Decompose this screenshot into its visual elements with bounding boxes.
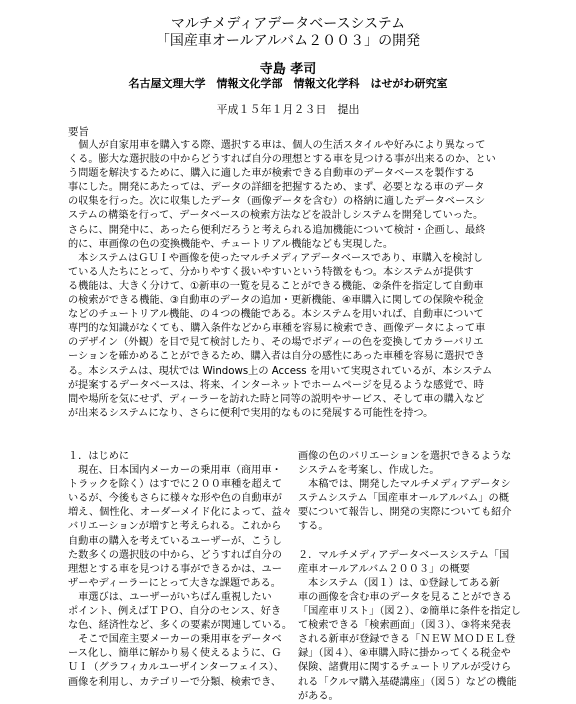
body-text-line — [298, 535, 516, 549]
body-text-line: 現在、日本国内メーカーの乗用車（商用車・ — [68, 465, 282, 477]
author-name: 寺島 孝司 — [259, 62, 317, 77]
body-text-line: 車選びは、ユーザーがいちばん重視したい — [68, 591, 272, 603]
body-text-line: 要について報告し、開発の実際についても紹介 — [298, 507, 512, 519]
body-text-line: ２．マルチメディアデータベースシステム「国 — [298, 549, 510, 561]
body-text-line: いるが、今後もさらに様々な形や色の自動車が — [68, 493, 282, 505]
body-text-line: そこで国産主要メーカーの乗用車をデータベ — [68, 634, 282, 646]
right-column — [298, 450, 521, 704]
abstract-line: が提案するデータベースは、将来、インターネットでホームページを見るような感覚で、時 — [68, 379, 484, 391]
body-text-line: ース化し、簡単に解かり易く使えるように、Ｇ — [68, 648, 282, 660]
body-text-line: される新車が登録できる「ＮＥＷ ＭＯＤＥＬ登 — [298, 634, 516, 646]
abstract-heading: 要旨 — [68, 126, 89, 138]
abstract-line: ステムの構築を行って、データベースの検索方法などを設計しシステムを開発していった。 — [68, 210, 484, 222]
body-text-line: 画像を利用し、カテゴリーで分類、検索でき、 — [68, 676, 282, 688]
body-text-line: 本稿では、開発したマルチメディアデータシ — [298, 479, 511, 491]
body-text-line: な色、経済性など、多くの要素が関連している。 — [68, 620, 293, 632]
body-text-line: て検索できる「検索画面」（図３）、③将来発表 — [298, 620, 511, 632]
abstract-body — [68, 139, 524, 421]
body-text-line: トラックを除く）はすでに２００車種を超えて — [68, 479, 283, 491]
submission-date: 平成１５年１月２３日 提出 — [216, 103, 360, 116]
body-text-line: 車の画像を含む車のデータを見ることができる — [298, 591, 512, 603]
abstract-line: の検索ができる機能、③自動車のデータの追加・更新機能、④車購入に関しての保険や税金 — [68, 295, 484, 307]
abstract-line: 個人が自家用車を購入する際、選択する車は、個人の生活スタイルや好みにより異なって — [68, 140, 486, 151]
abstract-line: 専門的な知識がなくても、購入条件などから車種を容易に検索でき、画像データによって車 — [68, 323, 486, 335]
body-text-line: 画像の色のバリエーションを選択できるような — [298, 451, 512, 462]
abstract-line: る。本システムは、現状では Windows上の Access を用いて実現されているが、本システム — [68, 365, 493, 377]
abstract-line: る機能は、大きく分けて、①新車の一覧を見ることができる機能、②条件を指定して自動車 — [68, 280, 484, 292]
body-text-line: ザーやディーラーにとって大きな課題である。 — [68, 577, 281, 589]
title-line-2: 「国産車オールアルバム２００３」の開発 — [155, 33, 421, 49]
body-text-line: 理想とする車を見つける事ができるかは、ユー — [68, 563, 282, 575]
body-text-line: バリエーションが増すと考えられる。これから — [68, 521, 282, 533]
body-text-line: １．はじめに — [68, 451, 130, 462]
body-text-line: ポイント、例えばＴＰＯ、自分のセンス、好き — [68, 606, 282, 618]
body-text-line: た数多くの選択肢の中から、どうすれば自分の — [68, 549, 282, 561]
left-column — [68, 450, 293, 690]
body-text-line: 本システム（図１）は、①登録してある新 — [298, 577, 500, 589]
abstract-line: 事にした。開発にあたっては、データの詳細を把握するため、まず、必要となる車のデータ — [68, 182, 485, 194]
body-text-line: 増え、個性化、オーダーメイド化によって、益々 — [68, 507, 292, 519]
body-text-line: がある。 — [298, 690, 339, 702]
abstract-line: 的に、車画像の色の変換機能や、チュートリアル機能なども実現した。 — [68, 238, 394, 250]
body-text-line: 自動車の購入を考えているユーザーが、こうし — [68, 535, 282, 547]
body-text-line: 「国産車リスト」（図２）、②簡単に条件を指定し — [298, 606, 521, 618]
body-text-line: ステムシステム「国産車オールアルバム」の概 — [298, 493, 509, 505]
body-text-line: 産車オールアルバム２００３」の概要 — [298, 563, 470, 575]
abstract-line: ーションを確かめることができるため、購入者は自分の感性にあった車種を容易に選択でき — [68, 351, 485, 363]
body-text-line: する。 — [298, 521, 329, 533]
abstract-line: 本システムはＧＵＩや画像を使ったマルチメディアデータベースであり、車購入を検討し — [68, 252, 483, 264]
abstract-line: などのチュートリアル機能、の４つの機能である。本システムを用いれば、自動車について — [68, 309, 484, 321]
body-text-line: れる「クルマ購入基礎講座」（図５）などの機能 — [298, 676, 517, 688]
abstract-line: が出来るシステムになり、さらに便利で実用的なものに発展する可能性を持つ。 — [68, 407, 434, 419]
abstract-line: う問題を解決するために、購入に適した車が検索できる自動車のデータベースを製作する — [68, 168, 475, 180]
abstract-line: のデザイン（外観）を目で見て検討したり、その場でボディーの色を変換してカラーバリエ — [68, 337, 484, 349]
abstract-line: さらに、開発中に、あったら便利だろうと考えられる追加機能について検討・企画し、最終 — [68, 224, 486, 236]
title-line-1: マルチメディアデータベースシステム — [170, 16, 406, 32]
author-affiliation: 名古屋文理大学 情報文化学部 情報文化学科 はせがわ研究室 — [128, 77, 448, 90]
abstract-line: ている人たちにとって、分かりやすく扱いやすいという特徴をもつ。本システムが提供す — [68, 266, 474, 278]
body-text-line: 録」（図４）、④車購入時に掛かってくる税金や — [298, 648, 511, 660]
body-text-line: ＵＩ（グラフィカルユーザインターフェイス）、 — [68, 662, 284, 674]
abstract-line: くる。膨大な選択肢の中からどうすれば自分の理想とする車を見つける事が出来るのか、とい — [68, 154, 496, 166]
abstract-line: 間や場所を気にせず、ディーラーを訪れた時と同等の説明やサービス、そして車の購入など — [68, 393, 485, 405]
body-text-line: 保険、諸費用に関するチュートリアルが受けら — [298, 662, 512, 674]
body-text-line: システムを考案し、作成した。 — [298, 465, 440, 477]
abstract-line: の収集を行った。次に収集したデータ（画像データを含む）の格納に適したデータベースシ — [68, 196, 486, 208]
